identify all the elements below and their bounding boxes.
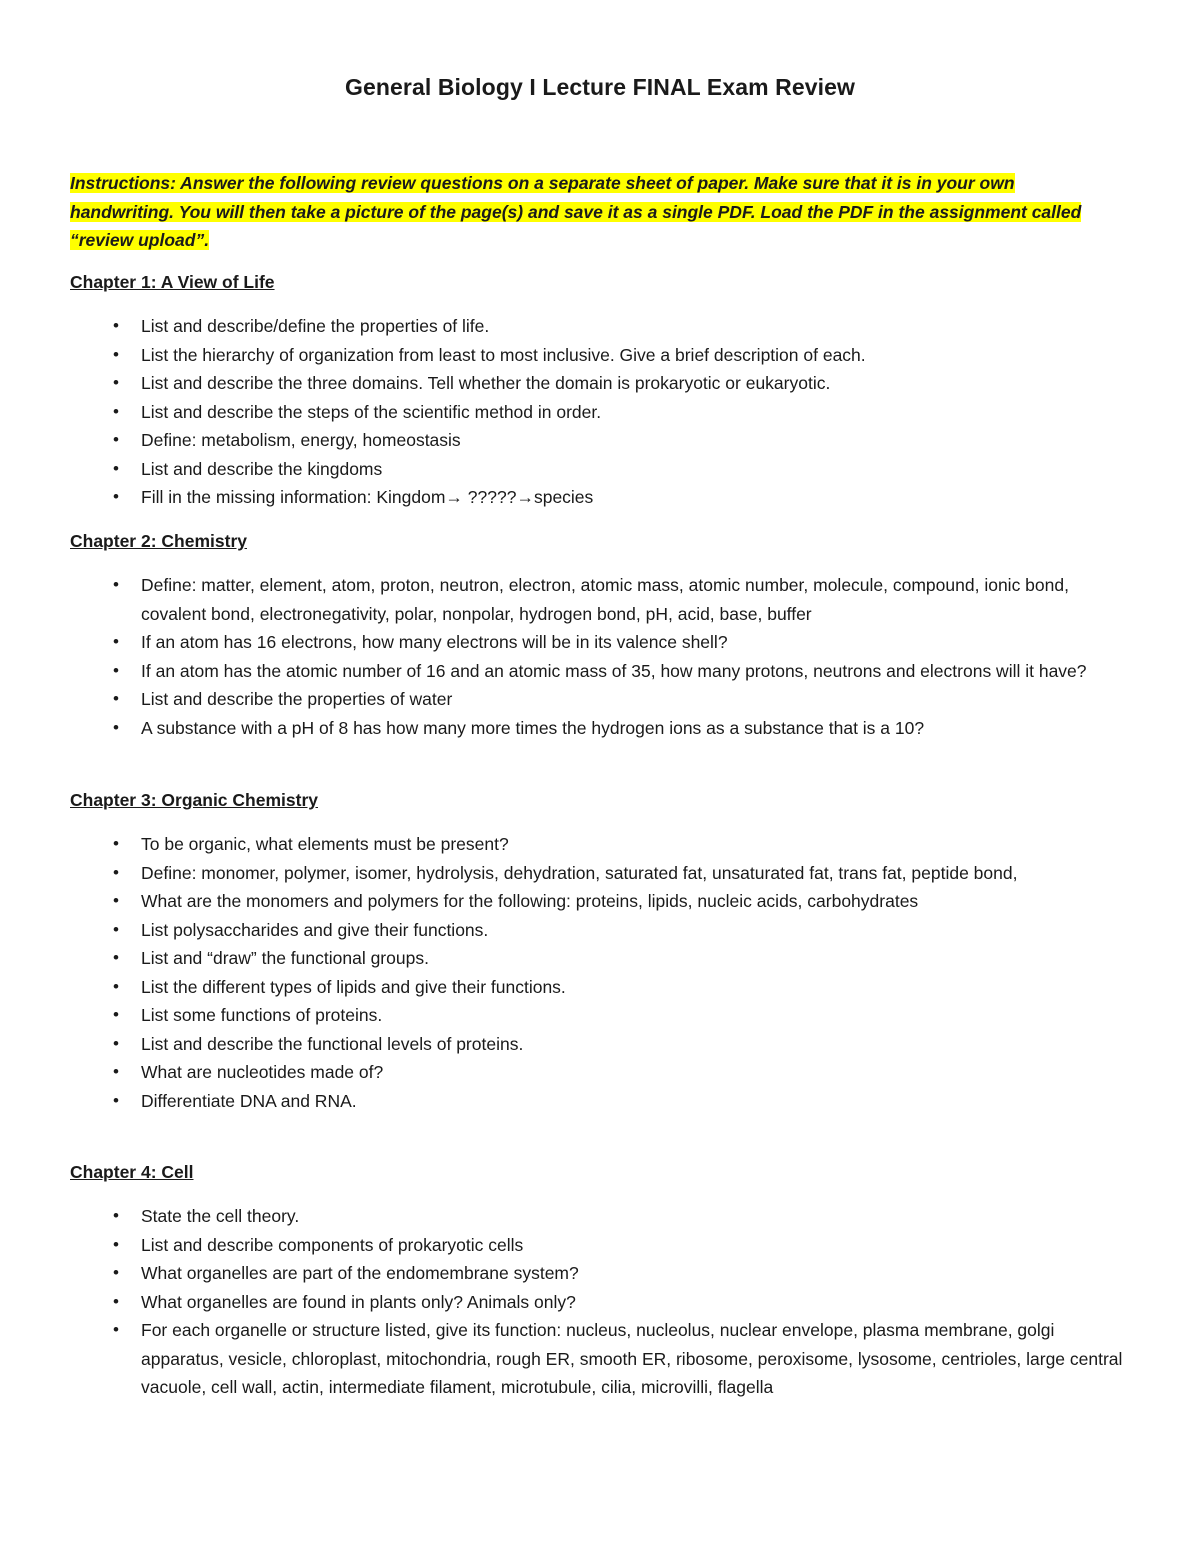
question-item — [70, 1030, 1130, 1059]
bullet-icon: • — [113, 717, 119, 737]
question-item — [70, 455, 1130, 484]
question-item — [70, 426, 1130, 455]
question-item — [70, 312, 1130, 341]
question-item — [70, 685, 1130, 714]
question-item — [70, 1001, 1130, 1030]
question-item — [70, 1259, 1130, 1288]
question-item — [70, 1087, 1130, 1116]
bullet-icon: • — [113, 976, 119, 996]
question-text: Differentiate DNA and RNA. — [141, 1090, 357, 1111]
question-item — [70, 369, 1130, 398]
question-item — [70, 714, 1130, 743]
question-text: List and describe the functional levels of proteins. — [141, 1033, 524, 1054]
question-item — [70, 341, 1130, 370]
question-text: List and describe the properties of water — [141, 689, 453, 709]
bullet-icon: • — [113, 948, 119, 967]
question-text: List and describe the steps of the scientific method in order. — [141, 401, 602, 422]
question-text: List and describe/define the properties of life. — [141, 316, 490, 336]
question-text: List and “draw” the functional groups. — [141, 948, 429, 968]
chapter-heading: Chapter 2: Chemistry — [70, 531, 247, 551]
bullet-icon: • — [113, 919, 119, 939]
chapter-2-section — [70, 528, 1130, 742]
question-item — [70, 859, 1130, 888]
bullet-icon: • — [113, 1033, 119, 1053]
chapter-heading: Chapter 1: A View of Life — [70, 272, 275, 292]
question-text: To be organic, what elements must be present? — [141, 834, 509, 854]
question-item — [70, 1202, 1130, 1231]
bullet-icon: • — [113, 1062, 119, 1081]
question-list — [70, 830, 1130, 1115]
question-text: What organelles are part of the endomembrane system? — [141, 1263, 579, 1283]
question-text: Fill in the missing information: Kingdom→ ?????→species — [141, 487, 594, 507]
question-text: List some functions of proteins. — [141, 1005, 383, 1025]
question-item — [70, 1288, 1130, 1317]
question-item — [70, 887, 1130, 916]
question-item — [70, 973, 1130, 1002]
question-item — [70, 944, 1130, 973]
question-text: What are nucleotides made of? — [141, 1062, 384, 1082]
question-text: List and describe the kingdoms — [141, 458, 383, 479]
question-text: List the different types of lipids and give their functions. — [141, 976, 566, 997]
page-title: General Biology I Lecture FINAL Exam Review — [344, 74, 856, 100]
question-item — [70, 1058, 1130, 1087]
question-text: If an atom has 16 electrons, how many electrons will be in its valence shell? — [141, 632, 728, 652]
question-item — [70, 916, 1130, 945]
question-text: Define: matter, element, atom, proton, neutron, electron, atomic mass, atomic number, molecule, compound, ionic bond, covalent bond, electronegativity, polar, nonpolar, hydrogen bond, pH, acid, base, buffer — [141, 575, 1069, 624]
chapter-3-section — [70, 787, 1130, 1115]
instructions-block — [70, 169, 1120, 255]
bullet-icon: • — [113, 1291, 119, 1311]
question-item — [70, 1316, 1130, 1402]
question-item — [70, 483, 1130, 512]
question-text: What are the monomers and polymers for the following: proteins, lipids, nucleic acids, carbohydrates — [141, 891, 919, 911]
question-item — [70, 657, 1130, 686]
question-item — [70, 571, 1130, 628]
bullet-icon: • — [113, 401, 119, 421]
question-text: For each organelle or structure listed, give its function: nucleus, nucleolus, nuclear envelope, plasma membrane, golgi apparatus, vesicle, chloroplast, mitochondria, rough ER, smooth ER, ribosome, peroxisome, lysosome, centrioles, large central vacuole, cell wall, actin, intermediate filament, microtubule, cilia, microvilli, flagella — [141, 1320, 1123, 1397]
question-item — [70, 398, 1130, 427]
bullet-icon: • — [113, 575, 119, 594]
question-list — [70, 1202, 1130, 1402]
bullet-icon: • — [113, 373, 119, 392]
question-text: Define: metabolism, energy, homeostasis — [141, 430, 461, 450]
question-list — [70, 312, 1130, 512]
bullet-icon: • — [113, 458, 119, 478]
question-text: What organelles are found in plants only? Animals only? — [141, 1291, 576, 1312]
bullet-icon: • — [113, 1005, 119, 1024]
bullet-icon: • — [113, 1206, 119, 1225]
question-item — [70, 830, 1130, 859]
bullet-icon: • — [113, 632, 119, 651]
question-text: A substance with a pH of 8 has how many more times the hydrogen ions as a substance that is a 10? — [141, 717, 925, 738]
bullet-icon: • — [113, 430, 119, 449]
bullet-icon: • — [113, 660, 119, 680]
question-text: State the cell theory. — [141, 1206, 300, 1226]
bullet-icon: • — [113, 834, 119, 853]
chapter-4-section — [70, 1159, 1130, 1402]
question-item — [70, 1231, 1130, 1260]
instructions-text: Instructions: Answer the following review questions on a separate sheet of paper. Make sure that it is in your own handwriting. You will then take a picture of the page(s) and save it as a single PDF. Load the PDF in the assignment called “review upload”. — [70, 173, 1082, 250]
question-text: List and describe the three domains. Tell whether the domain is prokaryotic or eukaryotic. — [141, 373, 831, 393]
question-text: List polysaccharides and give their functions. — [141, 919, 489, 940]
question-text: List the hierarchy of organization from least to most inclusive. Give a brief description of each. — [141, 344, 866, 365]
bullet-icon: • — [113, 891, 119, 910]
chapter-heading: Chapter 3: Organic Chemistry — [70, 790, 318, 810]
bullet-icon: • — [113, 1234, 119, 1254]
bullet-icon: • — [113, 487, 119, 506]
question-text: List and describe components of prokaryotic cells — [141, 1234, 524, 1255]
question-list — [70, 571, 1130, 742]
chapter-1-section — [70, 269, 1130, 512]
bullet-icon: • — [113, 344, 119, 364]
question-text: If an atom has the atomic number of 16 and an atomic mass of 35, how many protons, neutrons and electrons will it have? — [141, 660, 1087, 681]
question-text: Define: monomer, polymer, isomer, hydrolysis, dehydration, saturated fat, unsaturated fat, trans fat, peptide bond, — [141, 862, 1018, 883]
bullet-icon: • — [113, 1090, 119, 1110]
bullet-icon: • — [113, 316, 119, 335]
question-item — [70, 628, 1130, 657]
chapter-heading: Chapter 4: Cell — [70, 1162, 194, 1182]
bullet-icon: • — [113, 1320, 119, 1339]
bullet-icon: • — [113, 689, 119, 708]
bullet-icon: • — [113, 1263, 119, 1282]
bullet-icon: • — [113, 862, 119, 882]
